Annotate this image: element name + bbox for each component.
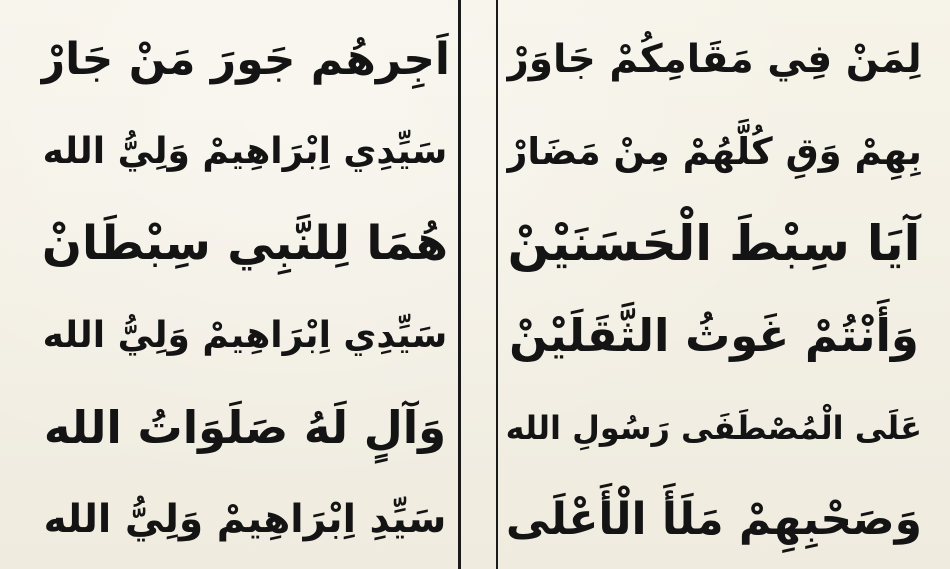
- verse-line: عَلَى الْمُصْطَفَى رَسُولِ الله: [506, 409, 922, 447]
- verse-line: وَأَنْتُمْ غَوثُ الثَّقَلَيْنْ: [509, 309, 919, 362]
- verse-line: سَيِّدِي اِبْرَاهِيمْ وَلِيُّ الله: [42, 315, 448, 356]
- left-verse-column: [40, 14, 450, 566]
- verse-line: اَجِرهُم جَورَ مَنْ جَارْ: [40, 34, 450, 85]
- verse-line: وَآلٍ لَهُ صَلَوَاتُ الله: [43, 401, 447, 454]
- right-verse-column: [506, 14, 922, 566]
- verse-line: سَيِّدِ اِبْرَاهِيمْ وَلِيُّ الله: [43, 497, 447, 542]
- verse-line: آيَا سِبْطَ الْحَسَنَيْنْ: [507, 215, 921, 272]
- column-divider-line: [458, 0, 461, 569]
- verse-line: وَصَحْبِهِمْ مَلَأَ الْأَعْلَى: [506, 494, 922, 545]
- verse-line: هُمَا لِلنَّبِي سِبْطَانْ: [41, 216, 449, 271]
- verse-line: سَيِّدِي اِبْرَاهِيمْ وَلِيُّ الله: [42, 131, 448, 172]
- verse-line: بِهِمْ وَقِ كُلَّهُمْ مِنْ مَضَارْ: [506, 130, 922, 173]
- column-divider-line: [496, 0, 498, 569]
- verse-line: لِمَنْ فِي مَقَامِكُمْ جَاوَرْ: [506, 37, 922, 82]
